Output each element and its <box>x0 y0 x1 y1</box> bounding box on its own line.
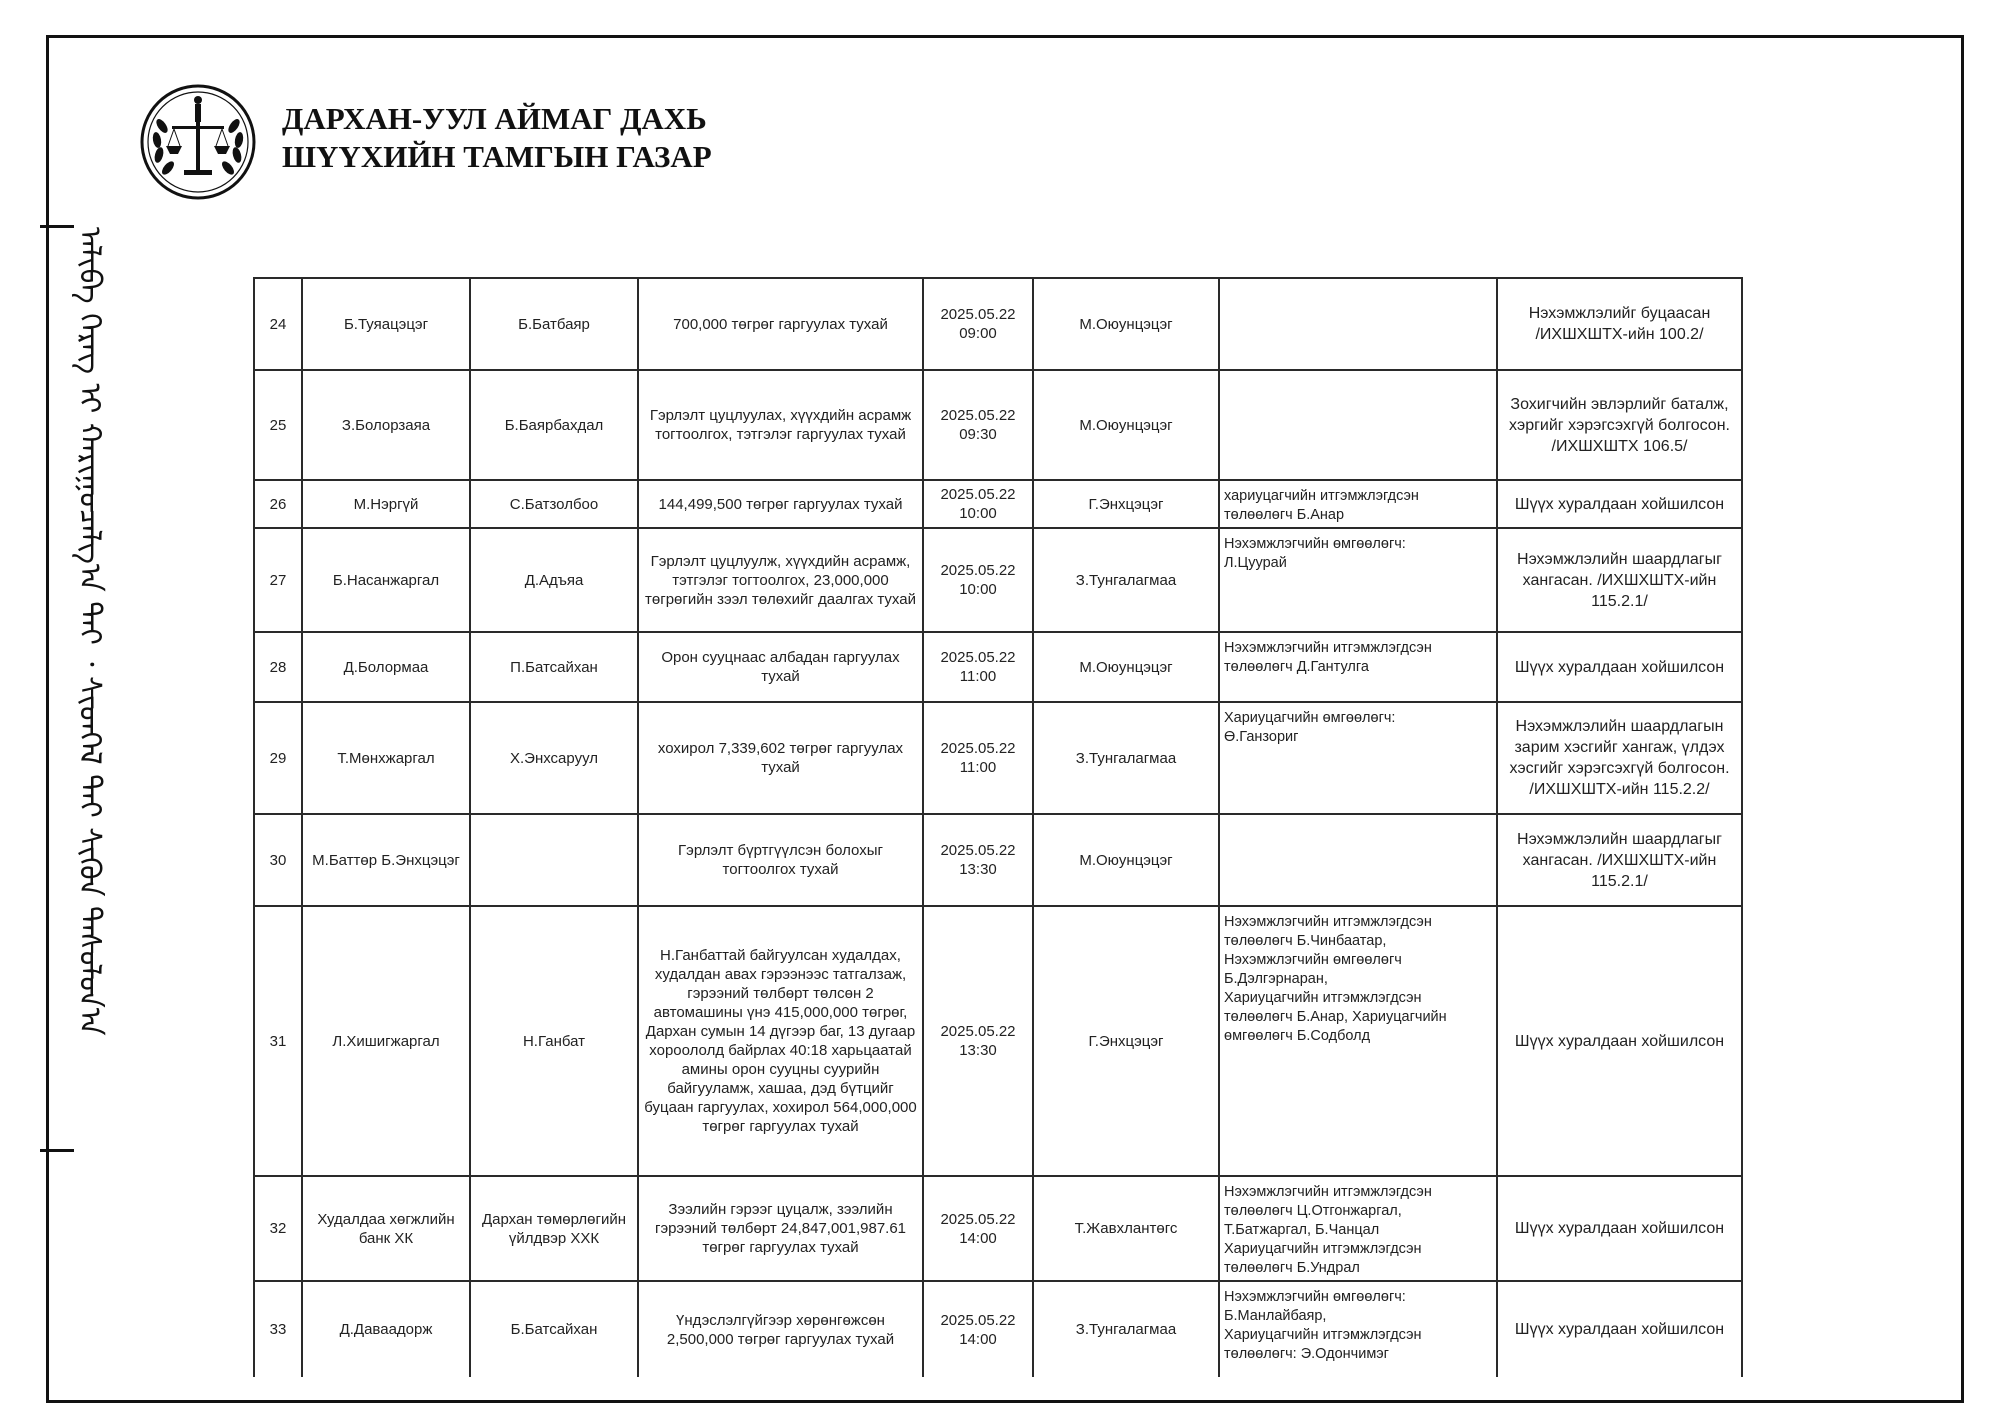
hearing-date: 2025.05.22 <box>940 562 1016 579</box>
judge-cell: З.Тунгалагмаа <box>1033 528 1219 632</box>
result-line: 115.2.1/ <box>1591 872 1648 890</box>
result-line: Нэхэмжлэлийн шаардлагыг <box>1517 830 1722 848</box>
case-number-cell: 31 <box>254 906 302 1176</box>
defendant-cell: Б.Батбаяр <box>470 278 638 370</box>
judge-cell: Г.Энхцэцэг <box>1033 906 1219 1176</box>
result-line: хангасан. /ИХШХШТХ-ийн <box>1522 851 1717 869</box>
case-number-cell: 32 <box>254 1176 302 1281</box>
hearing-date: 2025.05.22 <box>940 740 1016 757</box>
case-number-cell: 26 <box>254 480 302 528</box>
plaintiff-cell: Л.Хишигжаргал <box>302 906 470 1176</box>
participant-line: Хариуцагчийн итгэмжлэгдсэн <box>1224 1327 1422 1343</box>
defendant-cell: С.Батзолбоо <box>470 480 638 528</box>
defendant-cell: Дархан төмөрлөгийн үйлдвэр ХХК <box>470 1176 638 1281</box>
defendant-cell <box>470 814 638 906</box>
result-cell <box>1497 906 1742 1176</box>
table-row <box>254 1176 1742 1281</box>
participant-line: Л.Цуурай <box>1224 555 1287 571</box>
participants-cell <box>1219 702 1497 814</box>
participant-line: төлөөлөгч Б.Ундрал <box>1224 1260 1360 1276</box>
hearing-time: 11:00 <box>959 759 997 776</box>
result-cell <box>1497 480 1742 528</box>
participant-line: Нэхэмжлэгчийн өмгөөлөгч <box>1224 952 1402 968</box>
table-row <box>254 632 1742 702</box>
result-cell <box>1497 278 1742 370</box>
sidebar-bottom-rule <box>40 1149 74 1152</box>
participant-line: Нэхэмжлэгчийн итгэмжлэгдсэн <box>1224 1184 1432 1200</box>
hearing-datetime-cell <box>923 528 1033 632</box>
hearing-datetime-cell <box>923 906 1033 1176</box>
hearing-datetime-cell <box>923 632 1033 702</box>
case-number-cell: 25 <box>254 370 302 480</box>
plaintiff-cell: Д.Даваадорж <box>302 1281 470 1377</box>
hearing-time: 10:00 <box>959 581 997 598</box>
result-line: Шүүх хуралдаан хойшилсон <box>1514 495 1725 513</box>
hearing-datetime-cell <box>923 814 1033 906</box>
table-row <box>254 528 1742 632</box>
hearing-time: 09:00 <box>959 325 997 342</box>
judge-cell: М.Оюунцэцэг <box>1033 632 1219 702</box>
defendant-cell: Х.Энхсаруул <box>470 702 638 814</box>
claim-cell: Орон сууцнаас албадан гаргуулах тухай <box>638 632 923 702</box>
judge-cell: З.Тунгалагмаа <box>1033 702 1219 814</box>
participant-line: хариуцагчийн итгэмжлэгдсэн <box>1224 488 1419 504</box>
plaintiff-cell: М.Нэргүй <box>302 480 470 528</box>
participant-line: төлөөлөгч Б.Анар <box>1224 507 1345 523</box>
participants-cell <box>1219 278 1497 370</box>
case-number-cell: 24 <box>254 278 302 370</box>
sidebar-slogan: ᠠᠯᠢᠪᠠ ᠬᠡᠷᠡᠭ ᠢ ᠬᠠᠷᠢᠭᠤᠴᠠᠯᠭ᠎ᠠ ᠲᠠᠢ ᠂ ᠰᠢᠳᠬᠡᠯ ᠲᠡᠢ ᠰᠢᠭᠦᠨ ᠲᠠᠰᠤᠯᠤᠨ᠎ᠠ <box>72 227 107 1036</box>
table-row <box>254 702 1742 814</box>
result-cell <box>1497 1281 1742 1377</box>
claim-cell: Зээлийн гэрээг цуцалж, зээлийн гэрээний төлбөрт 24,847,001,987.61 төгрөг гаргуулах тухай <box>638 1176 923 1281</box>
defendant-cell: П.Батсайхан <box>470 632 638 702</box>
participants-cell <box>1219 1281 1497 1377</box>
hearing-time: 11:00 <box>959 668 997 685</box>
hearing-time: 13:30 <box>959 861 997 878</box>
judge-cell: З.Тунгалагмаа <box>1033 1281 1219 1377</box>
plaintiff-cell: М.Баттөр Б.Энхцэцэг <box>302 814 470 906</box>
result-cell <box>1497 370 1742 480</box>
result-cell <box>1497 528 1742 632</box>
participants-cell <box>1219 906 1497 1176</box>
court-emblem-icon <box>138 82 258 202</box>
participant-line: Нэхэмжлэгчийн өмгөөлөгч: <box>1224 1289 1406 1305</box>
result-line: Зохигчийн эвлэрлийг баталж, <box>1510 395 1729 413</box>
participant-line: Хариуцагчийн өмгөөлөгч: <box>1224 710 1396 726</box>
participant-line: Нэхэмжлэгчийн итгэмжлэгдсэн <box>1224 640 1432 656</box>
hearing-time: 14:00 <box>959 1229 997 1247</box>
result-line: /ИХШХШТХ-ийн 100.2/ <box>1535 326 1704 343</box>
hearing-date: 2025.05.22 <box>940 1023 1016 1040</box>
result-line: зарим хэсгийг хангаж, үлдэх <box>1514 739 1725 756</box>
hearing-datetime-cell <box>923 1281 1033 1377</box>
mongolian-script-sidebar <box>30 225 110 1155</box>
result-line: хэргийг хэрэгсэхгүй болгосон. <box>1509 416 1730 434</box>
hearing-date: 2025.05.22 <box>940 306 1016 323</box>
result-line: Нэхэмжлэлийн шаардлагыг <box>1517 550 1722 568</box>
result-line: Шүүх хуралдаан хойшилсон <box>1514 1220 1725 1237</box>
hearing-date: 2025.05.22 <box>940 486 1016 503</box>
claim-cell: Гэрлэлт цуцлуулах, хүүхдийн асрамж тогтоолгох, тэтгэлэг гаргуулах тухай <box>638 370 923 480</box>
plaintiff-cell: Б.Насанжаргал <box>302 528 470 632</box>
participant-line: Нэхэмжлэгчийн итгэмжлэгдсэн <box>1224 914 1432 930</box>
organization-title-line2: ШҮҮХИЙН ТАМГЫН ГАЗАР <box>282 139 712 174</box>
judge-cell: Г.Энхцэцэг <box>1033 480 1219 528</box>
case-number-cell: 27 <box>254 528 302 632</box>
plaintiff-cell: Б.Туяацэцэг <box>302 278 470 370</box>
participant-line: төлөөлөгч Б.Анар, Хариуцагчийн <box>1224 1009 1447 1025</box>
hearing-datetime-cell <box>923 480 1033 528</box>
participants-cell <box>1219 528 1497 632</box>
plaintiff-cell: Худалдаа хөгжлийн банк ХК <box>302 1176 470 1281</box>
hearing-datetime-cell <box>923 702 1033 814</box>
result-cell <box>1497 1176 1742 1281</box>
participants-cell <box>1219 814 1497 906</box>
hearing-date: 2025.05.22 <box>940 1210 1016 1228</box>
participant-line: төлөөлөгч Б.Чинбаатар, <box>1224 933 1387 949</box>
claim-cell: Гэрлэлт бүртгүүлсэн болохыг тогтоолгох тухай <box>638 814 923 906</box>
result-line: Шүүх хуралдаан хойшилсон <box>1514 1032 1725 1050</box>
scanned-schedule-page <box>253 277 1741 1362</box>
hearing-date: 2025.05.22 <box>940 407 1016 424</box>
participants-cell <box>1219 480 1497 528</box>
claim-cell: 700,000 төгрөг гаргуулах тухай <box>638 278 923 370</box>
participant-line: төлөөлөгч: Э.Одончимэг <box>1224 1346 1389 1362</box>
table-row <box>254 370 1742 480</box>
hearing-time: 10:00 <box>959 505 997 522</box>
participant-line: өмгөөлөгч Б.Содболд <box>1224 1028 1371 1044</box>
plaintiff-cell: Д.Болормаа <box>302 632 470 702</box>
participants-cell <box>1219 1176 1497 1281</box>
result-line: Нэхэмжлэлийг буцаасан <box>1528 305 1711 322</box>
judge-cell: М.Оюунцэцэг <box>1033 370 1219 480</box>
court-hearing-table <box>253 277 1743 1377</box>
hearing-datetime-cell <box>923 370 1033 480</box>
result-line: Шүүх хуралдаан хойшилсон <box>1514 1321 1725 1338</box>
hearing-date: 2025.05.22 <box>940 649 1016 666</box>
table-row <box>254 906 1742 1176</box>
judge-cell: М.Оюунцэцэг <box>1033 814 1219 906</box>
participant-line: төлөөлөгч Д.Гантулга <box>1224 659 1369 675</box>
hearing-time: 09:30 <box>959 426 997 443</box>
table-row <box>254 1281 1742 1377</box>
result-line: хангасан. /ИХШХШТХ-ийн <box>1522 571 1717 589</box>
participant-line: Б.Дэлгэрнаран, <box>1224 971 1328 987</box>
hearing-datetime-cell <box>923 278 1033 370</box>
participant-line: төлөөлөгч Ц.Отгонжаргал, <box>1224 1203 1402 1219</box>
claim-cell: хохирол 7,339,602 төгрөг гаргуулах тухай <box>638 702 923 814</box>
result-cell <box>1497 702 1742 814</box>
participant-line: Хариуцагчийн итгэмжлэгдсэн <box>1224 990 1422 1006</box>
defendant-cell: Н.Ганбат <box>470 906 638 1176</box>
result-line: /ИХШХШТХ-ийн 115.2.2/ <box>1529 781 1710 798</box>
participant-line: Нэхэмжлэгчийн өмгөөлөгч: <box>1224 536 1406 552</box>
hearing-time: 13:30 <box>959 1042 997 1059</box>
result-cell <box>1497 632 1742 702</box>
case-number-cell: 28 <box>254 632 302 702</box>
claim-cell: 144,499,500 төгрөг гаргуулах тухай <box>638 480 923 528</box>
table-row <box>254 278 1742 370</box>
defendant-cell: Б.Батсайхан <box>470 1281 638 1377</box>
hearing-date: 2025.05.22 <box>940 1311 1016 1329</box>
hearing-time: 14:00 <box>959 1330 997 1348</box>
participant-line: Б.Манлайбаяр, <box>1224 1308 1327 1324</box>
result-line: Нэхэмжлэлийн шаардлагын <box>1515 718 1724 735</box>
participant-line: Хариуцагчийн итгэмжлэгдсэн <box>1224 1241 1422 1257</box>
hearing-datetime-cell <box>923 1176 1033 1281</box>
hearing-date: 2025.05.22 <box>940 842 1016 859</box>
participant-line: Ө.Ганзориг <box>1224 729 1299 745</box>
claim-cell: Гэрлэлт цуцлуулж, хүүхдийн асрамж, тэтгэлэг тогтоолгох, 23,000,000 төгрөгийн зээл төлөхийг даалгах тухай <box>638 528 923 632</box>
result-line: 115.2.1/ <box>1591 592 1648 610</box>
organization-title <box>282 100 712 176</box>
claim-cell: Үндэслэлгүйгээр хөрөнгөжсөн 2,500,000 төгрөг гаргуулах тухай <box>638 1281 923 1377</box>
participants-cell <box>1219 370 1497 480</box>
claim-cell: Н.Ганбаттай байгуулсан худалдах, худалдан авах гэрээнээс татгалзаж, гэрээний төлбөрт төлсөн 2 автомашины үнэ 415,000,000 төгрөг, Дархан сумын 14 дүгээр баг, 13 дугаар хороололд байрлах 40:18 харьцаатай амины орон сууцны суурийн байгууламж, хашаа, дэд бүтцийг буцаан гаргуулах, хохирол 564,000,000 төгрөг гаргуулах тухай <box>638 906 923 1176</box>
organization-title-line1: ДАРХАН-УУЛ АЙМАГ ДАХЬ <box>282 101 707 136</box>
plaintiff-cell: З.Болорзаяа <box>302 370 470 480</box>
result-line: /ИХШХШТХ 106.5/ <box>1551 437 1688 455</box>
case-number-cell: 29 <box>254 702 302 814</box>
participants-cell <box>1219 632 1497 702</box>
case-number-cell: 33 <box>254 1281 302 1377</box>
defendant-cell: Б.Баярбахдал <box>470 370 638 480</box>
judge-cell: М.Оюунцэцэг <box>1033 278 1219 370</box>
case-number-cell: 30 <box>254 814 302 906</box>
participant-line: Т.Батжаргал, Б.Чанцал <box>1224 1222 1380 1238</box>
result-line: Шүүх хуралдаан хойшилсон <box>1514 658 1725 676</box>
result-line: хэсгийг хэрэгсэхгүй болгосон. <box>1509 760 1730 777</box>
plaintiff-cell: Т.Мөнхжаргал <box>302 702 470 814</box>
table-row <box>254 480 1742 528</box>
judge-cell: Т.Жавхлантөгс <box>1033 1176 1219 1281</box>
result-cell <box>1497 814 1742 906</box>
sidebar-top-rule <box>40 225 74 228</box>
table-row <box>254 814 1742 906</box>
defendant-cell: Д.Адъяа <box>470 528 638 632</box>
